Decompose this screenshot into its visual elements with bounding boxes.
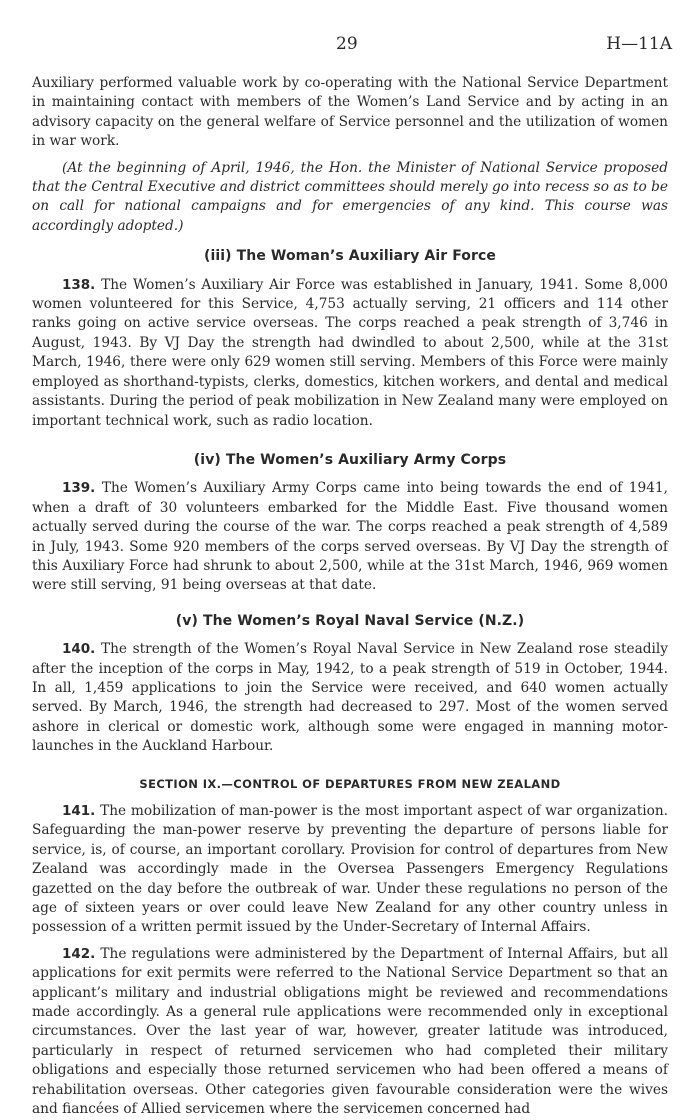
paragraph-142 bbox=[32, 945, 668, 1120]
paragraph-text: The Women’s Auxiliary Army Corps came into being towards the end of 1941, when a draft of 30 volunteers embarked for the Middle East. Five thousand women actually served during the course of the war. The corps reached a peak strength of 4,589 in July, 1943. Some 920 members of the corps served overseas. By VJ Day the strength of this Auxiliary Force had shrunk to about 2,500, while at the 31st March, 1946, 969 women were still serving, 91 being overseas at that date. bbox=[32, 480, 668, 594]
italic-note: (At the beginning of April, 1946, the Hon. the Minister of National Service proposed that the Central Executive and district committees should merely go into recess so as to be on call for national campaigns and for emergencies of any kind. This course was accordingly adopted.) bbox=[32, 159, 668, 234]
paragraph-number: 140. bbox=[62, 641, 96, 658]
paragraph-number: 142. bbox=[62, 945, 96, 962]
heading-section-ix: SECTION IX.—CONTROL OF DEPARTURES FROM NEW ZEALAND bbox=[139, 776, 561, 791]
paragraph-text: The strength of the Women’s Royal Naval Service in New Zealand rose steadily after the inception of the corps in May, 1942, to a peak strength of 519 in October, 1944. In all, 1,459 applications to join the Service were received, and 640 women actually served. By March, 1946, the strength had decreased to 297. Most of the women served ashore in clerical or domestic work, although some were engaged in manning motor-launches in the Auckland Harbour. bbox=[32, 641, 668, 755]
paragraph-141 bbox=[32, 802, 668, 938]
page-body bbox=[32, 74, 668, 1120]
heading-naval: (v) The Women’s Royal Naval Service (N.Z.) bbox=[175, 612, 525, 629]
paragraph-number: 139. bbox=[62, 480, 96, 497]
paragraph-number: 141. bbox=[62, 803, 96, 819]
paragraph-text: The Women’s Auxiliary Air Force was established in January, 1941. Some 8,000 women volunteered for this Service, 4,753 actually serving, 21 officers and 114 other ranks going on active service overseas. The corps reached a peak strength of 3,746 in August, 1943. By VJ Day the strength had dwindled to about 2,500, while at the 31st March, 1946, there were only 629 women still serving. Members of this Force were mainly employed as shorthand-typists, clerks, domestics, kitchen workers, and dental and medical assistants. During the period of peak mobilization in New Zealand many were employed on important technical work, such as radio location. bbox=[32, 276, 668, 429]
paragraph-number: 138. bbox=[62, 276, 96, 293]
document-reference: H—11A bbox=[606, 34, 672, 54]
intro-paragraph: Auxiliary performed valuable work by co-operating with the National Service Department in maintaining contact with members of the Women’s Land Service and by acting in an advisory capacity on the general welfare of Service personnel and the utilization of women in war work. bbox=[32, 75, 668, 150]
paragraph-139 bbox=[32, 479, 668, 595]
paragraph-text: The regulations were administered by the Department of Internal Affairs, but all applications for exit permits were referred to the National Service Department so that an applicant’s military and industrial obligations might be reviewed and recommendations made accordingly. As a general rule applications were recommended only in exceptional circumstances. Over the last year of war, however, greater latitude was introduced, particularly in respect of returned servicemen who had completed their military obligations and especially those returned servicemen who had been offered a means of rehabilitation overseas. Other categories given favourable consideration were the wives and fiancées of Allied servicemen where the servicemen concerned had bbox=[32, 945, 668, 1118]
paragraph-138 bbox=[32, 276, 668, 431]
paragraph-140 bbox=[32, 640, 668, 756]
heading-army-corps: (iv) The Women’s Auxiliary Army Corps bbox=[193, 451, 507, 468]
paragraph-text: The mobilization of man-power is the most important aspect of war organization. Safeguarding the man-power reserve by preventing the departure of persons liable for service, is, of course, an important corollary. Provision for control of departures from New Zealand was accordingly made in the Oversea Passengers Emergency Regulations gazetted on the day before the outbreak of war. Under these regulations no person of the age of sixteen years or over could leave New Zealand for any other country unless in possession of a written permit issued by the Under-Secretary of Internal Affairs. bbox=[32, 803, 668, 936]
heading-air-force: (iii) The Woman’s Auxiliary Air Force bbox=[203, 248, 497, 265]
page-header bbox=[0, 34, 700, 56]
page-number: 29 bbox=[336, 34, 358, 54]
